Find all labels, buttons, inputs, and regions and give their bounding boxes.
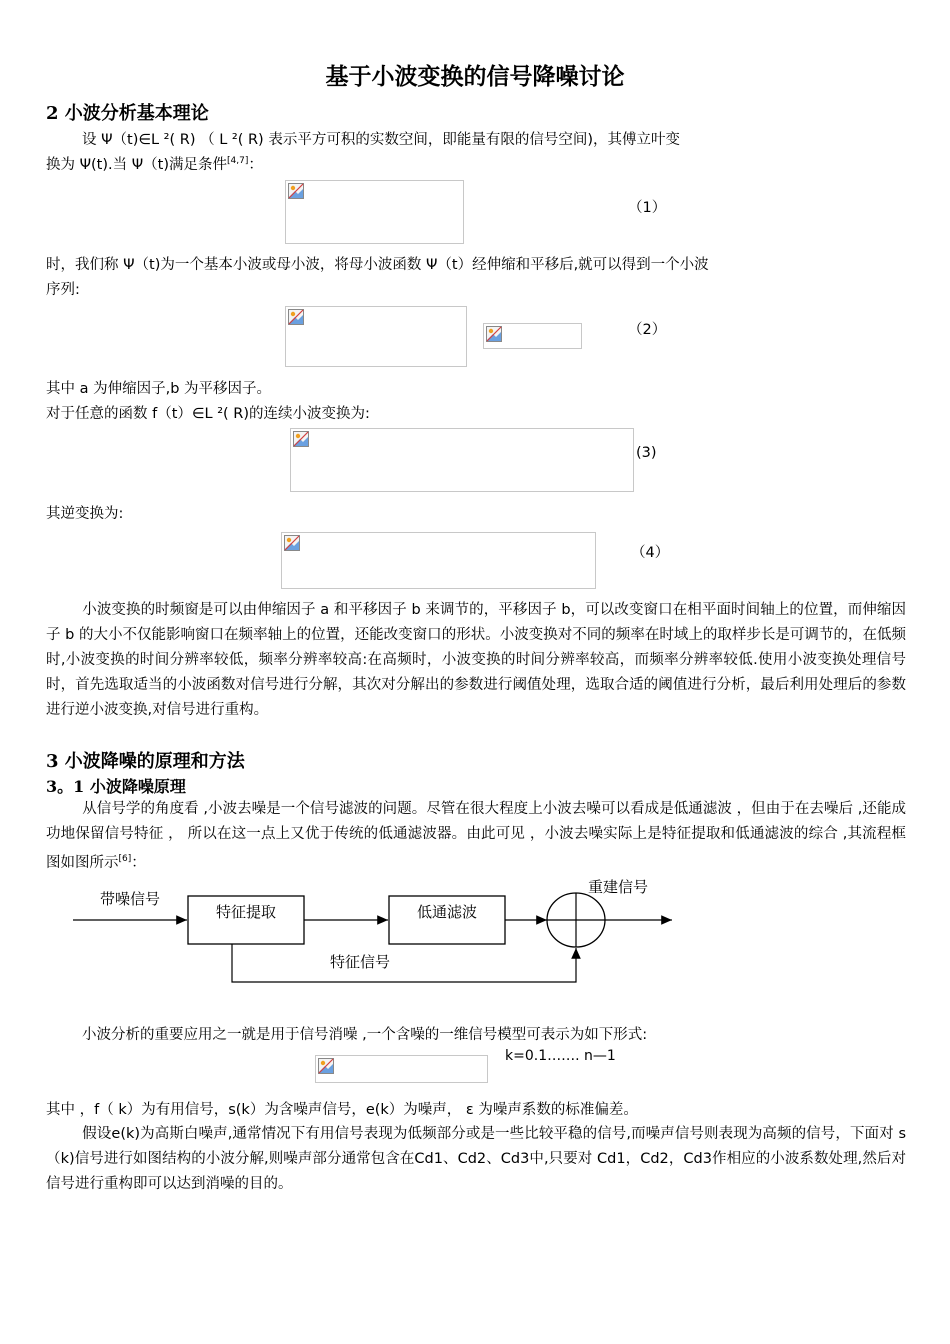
section-3-1-heading: 3。1 小波降噪原理 xyxy=(46,777,186,796)
flow-diagram xyxy=(0,870,950,990)
equation-3-number: (3) xyxy=(636,445,657,461)
s2-paragraph-2-line-1: 时，我们称 Ψ（t)为一个基本小波或母小波，将母小波函数 Ψ（t）经伸缩和平移后,就可以得到一个小波 xyxy=(46,257,709,273)
s3-paragraph-2: 小波分析的重要应用之一就是用于信号消噪 ,一个含噪的一维信号模型可表示为如下形式: xyxy=(82,1027,648,1043)
s2-paragraph-2-line-2: 序列: xyxy=(46,282,80,298)
equation-5-image xyxy=(315,1055,488,1083)
s3-paragraph-1 xyxy=(46,797,906,876)
s3-paragraph-3: 其中 ，f（ k）为有用信号，s(k）为含噪声信号，e(k）为噪声， ε 为噪声系数的标准偏差。 xyxy=(46,1102,638,1118)
feature-extraction-label: 特征提取 xyxy=(215,903,277,921)
citation-6: [6] xyxy=(118,854,132,864)
s2-paragraph-4: 对于任意的函数 f（t）∈L ²( R)的连续小波变换为: xyxy=(46,406,370,422)
broken-image-icon xyxy=(318,1058,334,1074)
s2-paragraph-6: 小波变换的时频窗是可以由伸缩因子 a 和平移因子 b 来调节的，平移因子 b，可以改变窗口在相平面时间轴上的位置，而伸缩因子 b 的大小不仅能影响窗口在频率轴上的位置，还能改变窗口的形状。小波变换对不同的频率在时域上的取样步长是可调节的，在低频时,小波变换的时间分辨率较低，频率分辨率较高:在高频时，小波变换的时间分辨率较高，而频率分辨率较低.使用小波变换处理信号时，首先选取适当的小波函数对信号进行分解，其次对分解出的参数进行阈值处理，选取合适的阈值进行分析，最后利用处理后的参数进行逆小波变换,对信号进行重构。 xyxy=(46,602,906,718)
broken-image-icon xyxy=(284,535,300,551)
output-signal-label: 重建信号 xyxy=(588,878,649,896)
equation-3-image xyxy=(290,428,634,492)
s2-paragraph-5: 其逆变换为: xyxy=(46,506,124,522)
s2-paragraph-1-line-2 xyxy=(46,153,263,174)
equation-2-number: （2） xyxy=(628,322,667,338)
s3-p1-colon: ： xyxy=(131,854,146,871)
broken-image-icon xyxy=(288,309,304,325)
s2-p1-colon: ： xyxy=(248,157,263,173)
s2-p1-text: 换为 Ψ(t).当 Ψ（t)满足条件 xyxy=(46,157,227,173)
equation-5-index-range: k=0.1……. n—1 xyxy=(505,1048,616,1064)
s2-paragraph-3: 其中 a 为伸缩因子,b 为平移因子。 xyxy=(46,381,272,397)
feature-signal-label: 特征信号 xyxy=(330,953,391,971)
broken-image-icon xyxy=(288,183,304,199)
section-3-heading: 3 小波降噪的原理和方法 xyxy=(46,751,245,772)
equation-2-image xyxy=(285,306,467,367)
feedback-arrow xyxy=(232,944,576,982)
equation-1-image xyxy=(285,180,464,244)
equation-2b-image xyxy=(483,323,582,349)
equation-1-number: （1） xyxy=(628,200,667,216)
broken-image-icon xyxy=(293,431,309,447)
citation-4-7: [4,7] xyxy=(227,156,249,167)
page-title: 基于小波变换的信号降噪讨论 xyxy=(325,63,625,90)
s3-paragraph-4: 假设e(k)为高斯白噪声,通常情况下有用信号表现为低频部分或是一些比较平稳的信号,而噪声信号则表现为高频的信号，下面对 s（k)信号进行如图结构的小波分解,则噪声部分通常包含在Cd1、Cd2、Cd3中,只要对 Cd1，Cd2，Cd3作相应的小波系数处理,然后对信号进行重构即可以达到消噪的目的。 xyxy=(46,1126,906,1192)
broken-image-icon xyxy=(486,326,502,342)
section-2-heading: 2 小波分析基本理论 xyxy=(46,103,209,124)
equation-4-number: （4） xyxy=(631,545,670,561)
equation-4-image xyxy=(281,532,596,589)
s2-paragraph-1-line-1: 设 Ψ（t)∈L ²( R) （ L ²( R) 表示平方可积的实数空间，即能量有限的信号空间)，其傅立叶变 xyxy=(82,132,680,148)
input-signal-label: 带噪信号 xyxy=(100,890,161,908)
lowpass-filter-label: 低通滤波 xyxy=(416,903,478,921)
s3-p1-text: 从信号学的角度看 ,小波去噪是一个信号滤波的问题。尽管在很大程度上小波去噪可以看成是低通滤波 ，但由于在去噪后 ,还能成功地保留信号特征 ， 所以在这一点上又优于传统的低通滤波器。由此可见 ，小波去噪实际上是特征提取和低通滤波的综合 ,其流程框图如图所示 xyxy=(46,801,906,871)
